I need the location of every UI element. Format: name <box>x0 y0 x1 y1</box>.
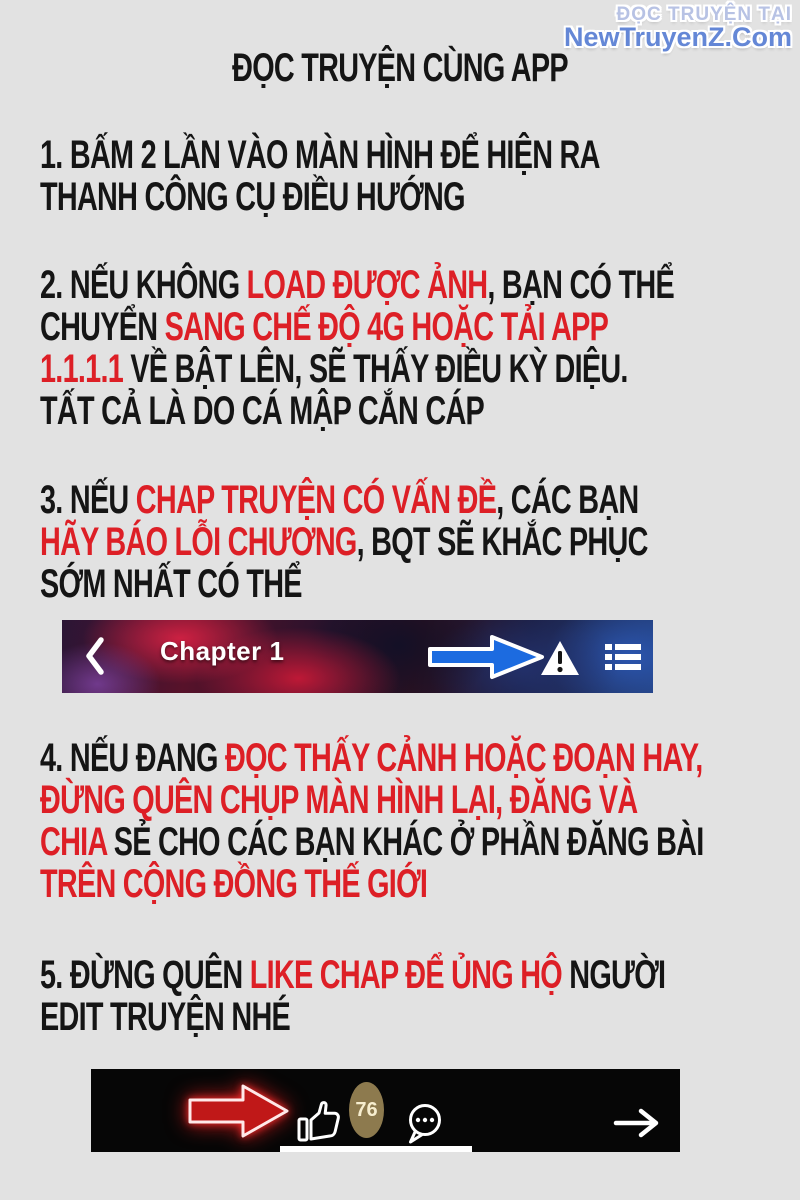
text-segment: SỚM NHẤT CÓ THỂ <box>40 562 302 606</box>
blue-arrow-annotation-icon <box>428 633 546 686</box>
like-count-badge: 76 <box>349 1082 384 1138</box>
instruction-line <box>40 996 665 1038</box>
instruction-line <box>40 563 648 605</box>
instruction-1 <box>40 134 600 218</box>
thumbs-up-icon[interactable] <box>295 1099 341 1150</box>
text-segment: THANH CÔNG CỤ ĐIỀU HƯỚNG <box>40 175 465 219</box>
text-segment: 5. ĐỪNG QUÊN <box>40 953 250 997</box>
instruction-line <box>40 306 674 348</box>
back-chevron-icon[interactable] <box>84 636 106 681</box>
instruction-line <box>40 821 704 863</box>
text-segment-highlight: ĐỌC THẤY CẢNH HOẶC ĐOẠN HAY, <box>224 736 703 780</box>
instruction-line <box>40 779 704 821</box>
text-segment-highlight: SANG CHẾ ĐỘ 4G HOẶC TẢI APP <box>164 305 609 349</box>
text-segment: EDIT TRUYỆN NHÉ <box>40 995 291 1039</box>
text-segment-highlight: ĐỪNG QUÊN CHỤP MÀN HÌNH LẠI, ĐĂNG VÀ <box>40 778 638 822</box>
action-bar-screenshot <box>91 1069 680 1152</box>
site-tagline: ĐỌC TRUYỆN TẠI <box>616 4 792 25</box>
text-segment-highlight: LOAD ĐƯỢC ẢNH <box>246 263 488 307</box>
instruction-line <box>40 134 600 176</box>
text-segment: SẺ CHO CÁC BẠN KHÁC Ở PHẦN ĐĂNG BÀI <box>106 820 704 864</box>
chapter-list-icon[interactable] <box>605 643 641 676</box>
instruction-line <box>40 176 600 218</box>
instruction-line <box>40 264 674 306</box>
red-arrow-annotation-icon <box>187 1080 291 1147</box>
chapter-nav-bar-screenshot <box>62 620 653 693</box>
text-segment: 2. NẾU KHÔNG <box>40 263 247 307</box>
instruction-5 <box>40 954 665 1038</box>
instruction-line <box>40 521 648 563</box>
instruction-line <box>40 390 674 432</box>
text-segment: CHUYỂN <box>40 305 165 349</box>
instruction-line <box>40 479 648 521</box>
text-segment: VỀ BẬT LÊN, SẼ THẤY ĐIỀU KỲ DIỆU. <box>123 347 628 391</box>
text-segment: 3. NẾU <box>40 478 136 522</box>
site-watermark <box>564 5 792 52</box>
text-segment-highlight: CHAP TRUYỆN CÓ VẤN ĐỀ <box>135 478 497 522</box>
text-segment: 1. BẤM 2 LẦN VÀO MÀN HÌNH ĐỂ HIỆN RA <box>40 133 600 177</box>
home-indicator-strip <box>280 1146 472 1152</box>
text-segment: TẤT CẢ LÀ DO CÁ MẬP CẮN CÁP <box>40 389 485 433</box>
text-segment-highlight: LIKE CHAP ĐỂ ỦNG HỘ <box>249 953 562 997</box>
site-name: NewTruyenZ.Com <box>563 22 792 53</box>
instruction-3 <box>40 479 648 605</box>
text-segment-highlight: CHIA <box>40 820 107 864</box>
text-segment: , BQT SẼ KHẮC PHỤC <box>356 520 648 564</box>
text-segment: , CÁC BẠN <box>496 478 639 522</box>
text-segment-highlight: HÃY BÁO LỖI CHƯƠNG <box>40 520 357 564</box>
page-title: ĐỌC TRUYỆN CÙNG APP <box>232 46 568 90</box>
instruction-4 <box>40 737 704 905</box>
instruction-line <box>40 737 704 779</box>
chapter-title: Chapter 1 <box>160 636 285 666</box>
speech-bubble-icon[interactable] <box>403 1100 447 1151</box>
text-segment: 4. NẾU ĐANG <box>40 736 225 780</box>
warning-report-icon[interactable] <box>540 640 580 681</box>
text-segment-highlight: 1.1.1.1 <box>40 347 124 391</box>
instruction-line <box>40 348 674 390</box>
text-segment: NGƯỜI <box>561 953 666 997</box>
instruction-line <box>40 954 665 996</box>
text-segment-highlight: TRÊN CỘNG ĐỒNG THẾ GIỚI <box>40 862 428 906</box>
instruction-line <box>40 863 704 905</box>
text-segment: , BẠN CÓ THỂ <box>487 263 674 307</box>
next-arrow-icon[interactable] <box>613 1107 661 1144</box>
instruction-2 <box>40 264 674 432</box>
